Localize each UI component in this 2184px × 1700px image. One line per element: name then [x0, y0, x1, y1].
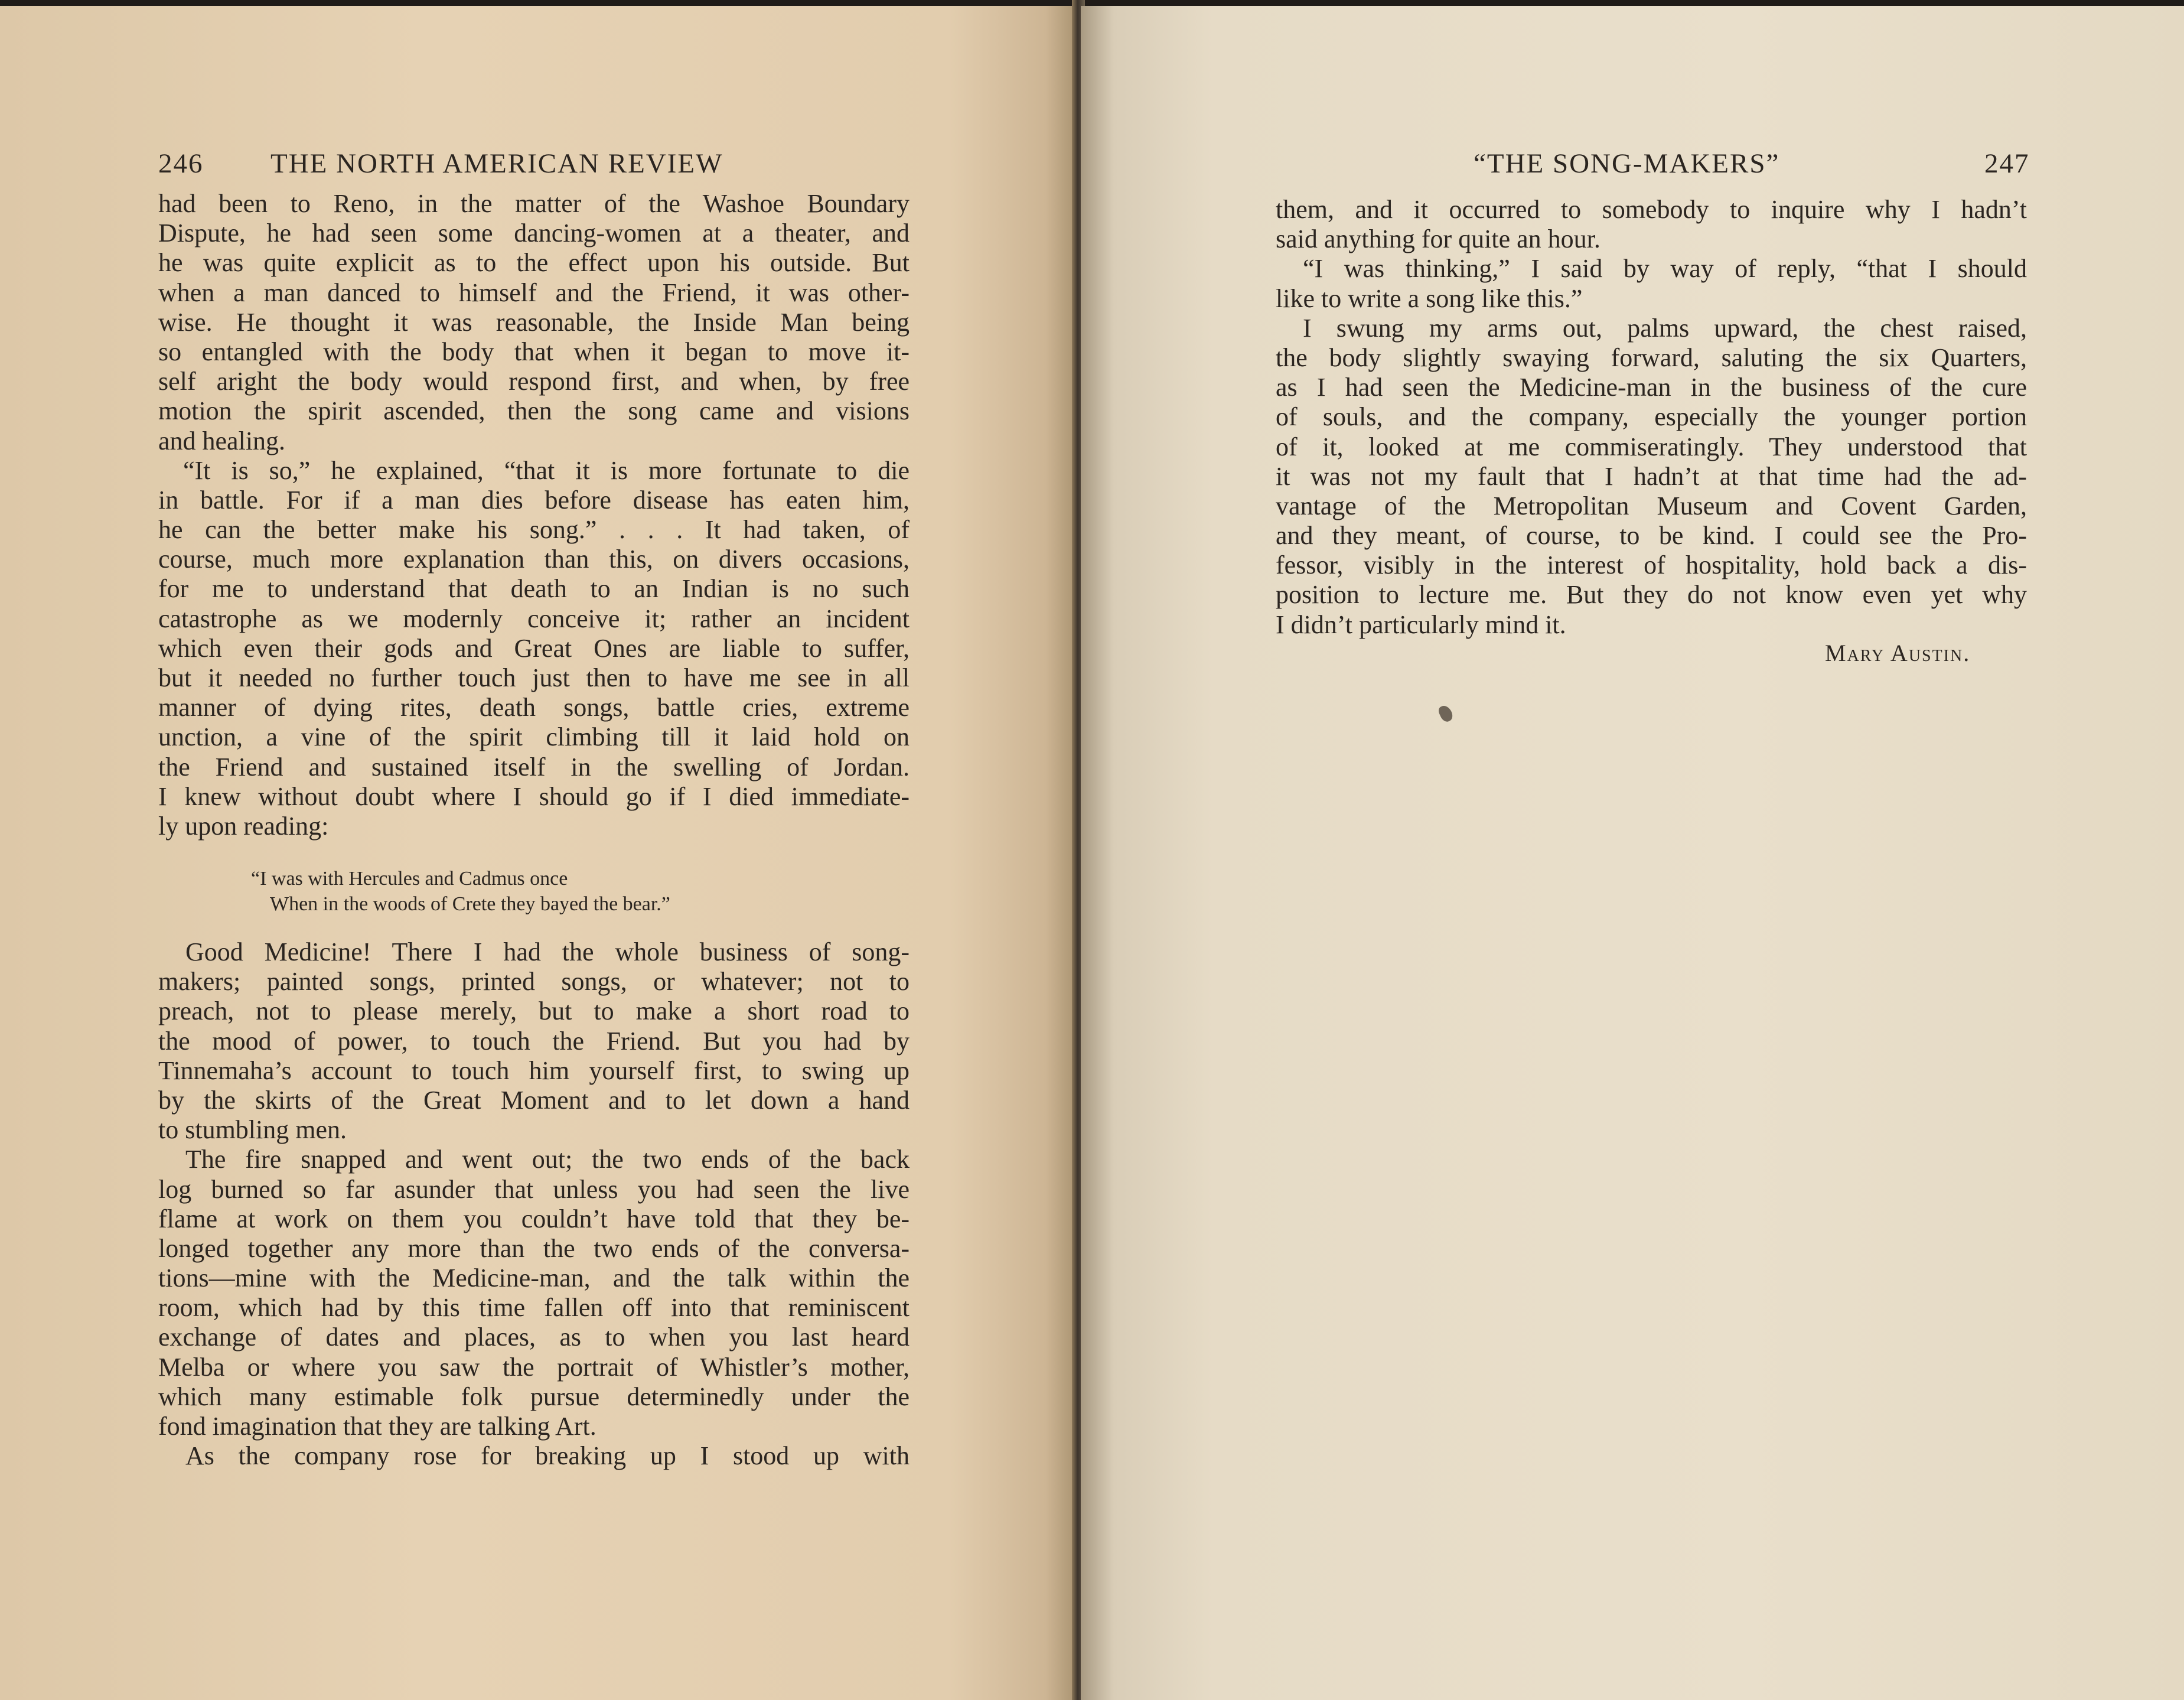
text-line: he was quite explicit as to the effect upon his outside. But [158, 248, 910, 278]
text-line: I swung my arms out, palms upward, the chest raised, [1303, 313, 2027, 343]
text-line: in battle. For if a man dies before disease has eaten him, [158, 485, 910, 514]
text-line: by the skirts of the Great Moment and to let down a hand [158, 1085, 910, 1115]
text-line: The fire snapped and went out; the two ends of the back [185, 1145, 910, 1174]
text-line: tions—mine with the Medicine-man, and the talk within the [158, 1263, 910, 1293]
text-line: position to lecture me. But they do not know even yet why [1276, 580, 2027, 610]
text-line: the Friend and sustained itself in the swelling of Jordan. [158, 752, 910, 781]
left-text-block-2 [158, 937, 910, 1471]
right-running-head: “THE SONG-MAKERS” [1474, 148, 1780, 179]
text-line: flame at work on them you couldn’t have told that they be- [158, 1204, 910, 1233]
text-line: vantage of the Metropolitan Museum and Covent Garden, [1276, 491, 2027, 520]
text-line: and they meant, of course, to be kind. I could see the Pro- [1276, 521, 2027, 551]
text-line: catastrophe as we modernly conceive it; rather an incident [158, 604, 910, 633]
text-line: had been to Reno, in the matter of the Washoe Boundary [158, 189, 910, 218]
text-line: course, much more explanation than this, on divers occasions, [158, 545, 910, 574]
text-line: wise. He thought it was reasonable, the Inside Man being [158, 307, 910, 337]
quote-line: When in the woods of Crete they bayed the bear.” [270, 893, 670, 915]
text-line: said anything for quite an hour. [1276, 224, 1600, 254]
text-line: manner of dying rites, death songs, battle cries, extreme [158, 693, 910, 722]
right-page [1081, 6, 2184, 1700]
right-text-block [1276, 195, 2027, 640]
text-line: “It is so,” he explained, “that it is more fortunate to die [183, 455, 910, 485]
text-line: Tinnemaha’s account to touch him yourself first, to swing up [158, 1056, 910, 1085]
text-line: of souls, and the company, especially the younger portion [1276, 402, 2027, 432]
text-line: to stumbling men. [158, 1115, 347, 1145]
right-page-number: 247 [1984, 148, 2030, 179]
left-page-number: 246 [158, 148, 204, 179]
text-line: Dispute, he had seen some dancing-women at a theater, and [158, 219, 910, 248]
text-line: which even their gods and Great Ones are liable to suffer, [158, 633, 910, 663]
text-line: fessor, visibly in the interest of hospitality, hold back a dis- [1276, 551, 2027, 580]
text-line: makers; painted songs, printed songs, or whatever; not to [158, 967, 910, 996]
text-line: motion the spirit ascended, then the song came and visions [158, 396, 910, 426]
text-line: log burned so far asunder that unless you had seen the live [158, 1174, 910, 1204]
text-line: “I was thinking,” I said by way of reply, “that I should [1303, 254, 2027, 284]
text-line: As the company rose for breaking up I stood up with [185, 1441, 910, 1471]
left-text-block-1 [158, 189, 910, 841]
text-line: fond imagination that they are talking Art. [158, 1412, 596, 1441]
text-line: longed together any more than the two ends of the conversa- [158, 1233, 910, 1263]
text-line: Good Medicine! There I had the whole business of song- [185, 937, 910, 966]
text-line: and healing. [158, 426, 286, 455]
text-line: like to write a song like this.” [1276, 284, 1583, 313]
text-line: Melba or where you saw the portrait of Whistler’s mother, [158, 1352, 910, 1382]
text-line: as I had seen the Medicine-man in the business of the cure [1276, 373, 2027, 402]
text-line: it was not my fault that I hadn’t at that time had the ad- [1276, 461, 2027, 491]
text-line: unction, a vine of the spirit climbing till it laid hold on [158, 722, 910, 752]
text-line: the mood of power, to touch the Friend. But you had by [158, 1026, 910, 1056]
text-line: when a man danced to himself and the Friend, it was other- [158, 278, 910, 307]
text-line: he can the better make his song.” . . . It had taken, of [158, 515, 910, 545]
text-line: of it, looked at me commiseratingly. They understood that [1276, 432, 2027, 461]
left-running-head: THE NORTH AMERICAN REVIEW [270, 148, 723, 179]
text-line: for me to understand that death to an Indian is no such [158, 574, 910, 604]
text-line: I didn’t particularly mind it. [1276, 610, 1566, 639]
author-signature: Mary Austin. [1825, 640, 1971, 666]
text-line: room, which had by this time fallen off into that reminiscent [158, 1293, 910, 1323]
text-line: exchange of dates and places, as to when you last heard [158, 1323, 910, 1352]
text-line: ly upon reading: [158, 811, 329, 841]
text-line: them, and it occurred to somebody to inquire why I hadn’t [1276, 195, 2027, 224]
quote-line: “I was with Hercules and Cadmus once [251, 868, 568, 890]
verse-quote [251, 866, 670, 917]
text-line: so entangled with the body that when it began to move it- [158, 337, 910, 366]
text-line: the body slightly swaying forward, saluting the six Quarters, [1276, 343, 2027, 372]
text-line: which many estimable folk pursue determinedly under the [158, 1382, 910, 1411]
ink-smudge [1437, 704, 1455, 724]
text-line: but it needed no further touch just then to have me see in all [158, 663, 910, 692]
left-page [0, 6, 1078, 1700]
text-line: self aright the body would respond first, and when, by free [158, 367, 910, 396]
text-line: I knew without doubt where I should go if I died immediate- [158, 781, 910, 811]
text-line: preach, not to please merely, but to make a short road to [158, 996, 910, 1026]
